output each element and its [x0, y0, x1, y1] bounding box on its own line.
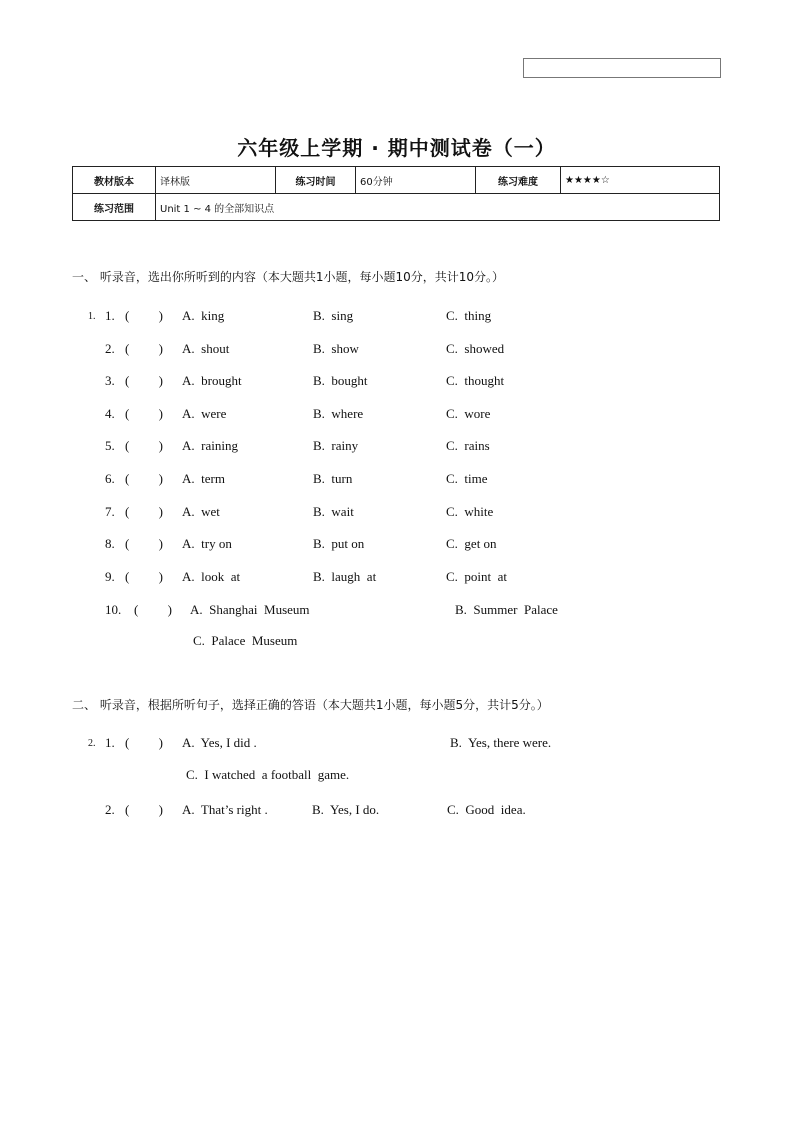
option-a: A. shout: [182, 341, 230, 356]
question-number: 2.: [105, 802, 115, 817]
option-b: B. Yes, I do.: [312, 802, 380, 817]
question-number: 5.: [105, 438, 115, 453]
option-c: C. white: [446, 504, 494, 519]
scope-value: Unit 1 ~ 4 的全部知识点: [156, 194, 720, 221]
option-b: B. where: [313, 406, 364, 421]
question-number: 1.: [105, 308, 115, 323]
top-right-box: [523, 58, 721, 78]
option-a: A. term: [182, 471, 225, 486]
page-title: 六年级上学期 · 期中测试卷（一）: [237, 136, 556, 160]
option-a: A. wet: [182, 504, 220, 519]
time-value: 60分钟: [356, 167, 476, 194]
answer-blank: ( ): [125, 536, 163, 551]
option-b: B. bought: [313, 373, 368, 388]
option-b: B. laugh at: [313, 569, 377, 584]
option-b: B. sing: [313, 308, 354, 323]
section1-heading: 一、 听录音，选出你所听到的内容（本大题共1小题，每小题10分，共计10分。）: [72, 270, 504, 284]
option-b: B. put on: [313, 536, 365, 551]
answer-blank: ( ): [125, 341, 163, 356]
option-c: C. thought: [446, 373, 505, 388]
answer-blank: ( ): [134, 602, 172, 617]
option-b: B. wait: [313, 504, 354, 519]
answer-blank: ( ): [125, 802, 163, 817]
option-a: A. look at: [182, 569, 241, 584]
answer-blank: ( ): [125, 735, 163, 750]
section1-outer-number: 1.: [88, 311, 96, 322]
answer-blank: ( ): [125, 471, 163, 486]
section2-heading: 二、 听录音，根据所听句子，选择正确的答语（本大题共1小题，每小题5分，共计5分。）: [72, 698, 549, 712]
question-number: 7.: [105, 504, 115, 519]
question-number: 10.: [105, 602, 122, 617]
option-b: B. rainy: [313, 438, 359, 453]
option-a: A. brought: [182, 373, 242, 388]
option-a: A. Shanghai Museum: [190, 602, 310, 617]
option-b: B. show: [313, 341, 359, 356]
option-c: C. thing: [446, 308, 492, 323]
textbook-label: 教材版本: [73, 167, 156, 194]
option-a: A. try on: [182, 536, 232, 551]
option-c: C. showed: [446, 341, 505, 356]
option-b: B. Summer Palace: [455, 602, 558, 617]
difficulty-value: ★★★★☆: [561, 167, 720, 194]
section2-outer-number: 2.: [88, 738, 96, 749]
option-c: C. point at: [446, 569, 508, 584]
option-a: A. That’s right .: [182, 802, 268, 817]
answer-blank: ( ): [125, 438, 163, 453]
question-number: 3.: [105, 373, 115, 388]
option-b: B. turn: [313, 471, 353, 486]
option-a: A. raining: [182, 438, 238, 453]
option-b: B. Yes, there were.: [450, 735, 552, 750]
option-c: C. time: [446, 471, 488, 486]
option-c: C. Palace Museum: [193, 633, 298, 648]
answer-blank: ( ): [125, 569, 163, 584]
option-c: C. get on: [446, 536, 497, 551]
question-number: 1.: [105, 735, 115, 750]
option-c: C. Good idea.: [447, 802, 526, 817]
option-a: A. were: [182, 406, 227, 421]
question-number: 6.: [105, 471, 115, 486]
difficulty-label: 练习难度: [476, 167, 561, 194]
answer-blank: ( ): [125, 406, 163, 421]
option-c: C. I watched a football game.: [186, 767, 350, 782]
time-label: 练习时间: [276, 167, 356, 194]
scope-label: 练习范围: [73, 194, 156, 221]
option-a: A. Yes, I did .: [182, 735, 257, 750]
question-number: 8.: [105, 536, 115, 551]
option-a: A. king: [182, 308, 225, 323]
answer-blank: ( ): [125, 504, 163, 519]
question-number: 2.: [105, 341, 115, 356]
option-c: C. rains: [446, 438, 490, 453]
question-number: 9.: [105, 569, 115, 584]
answer-blank: ( ): [125, 373, 163, 388]
answer-blank: ( ): [125, 308, 163, 323]
info-table: [72, 166, 720, 221]
option-c: C. wore: [446, 406, 491, 421]
question-number: 4.: [105, 406, 115, 421]
textbook-value: 译林版: [156, 167, 276, 194]
